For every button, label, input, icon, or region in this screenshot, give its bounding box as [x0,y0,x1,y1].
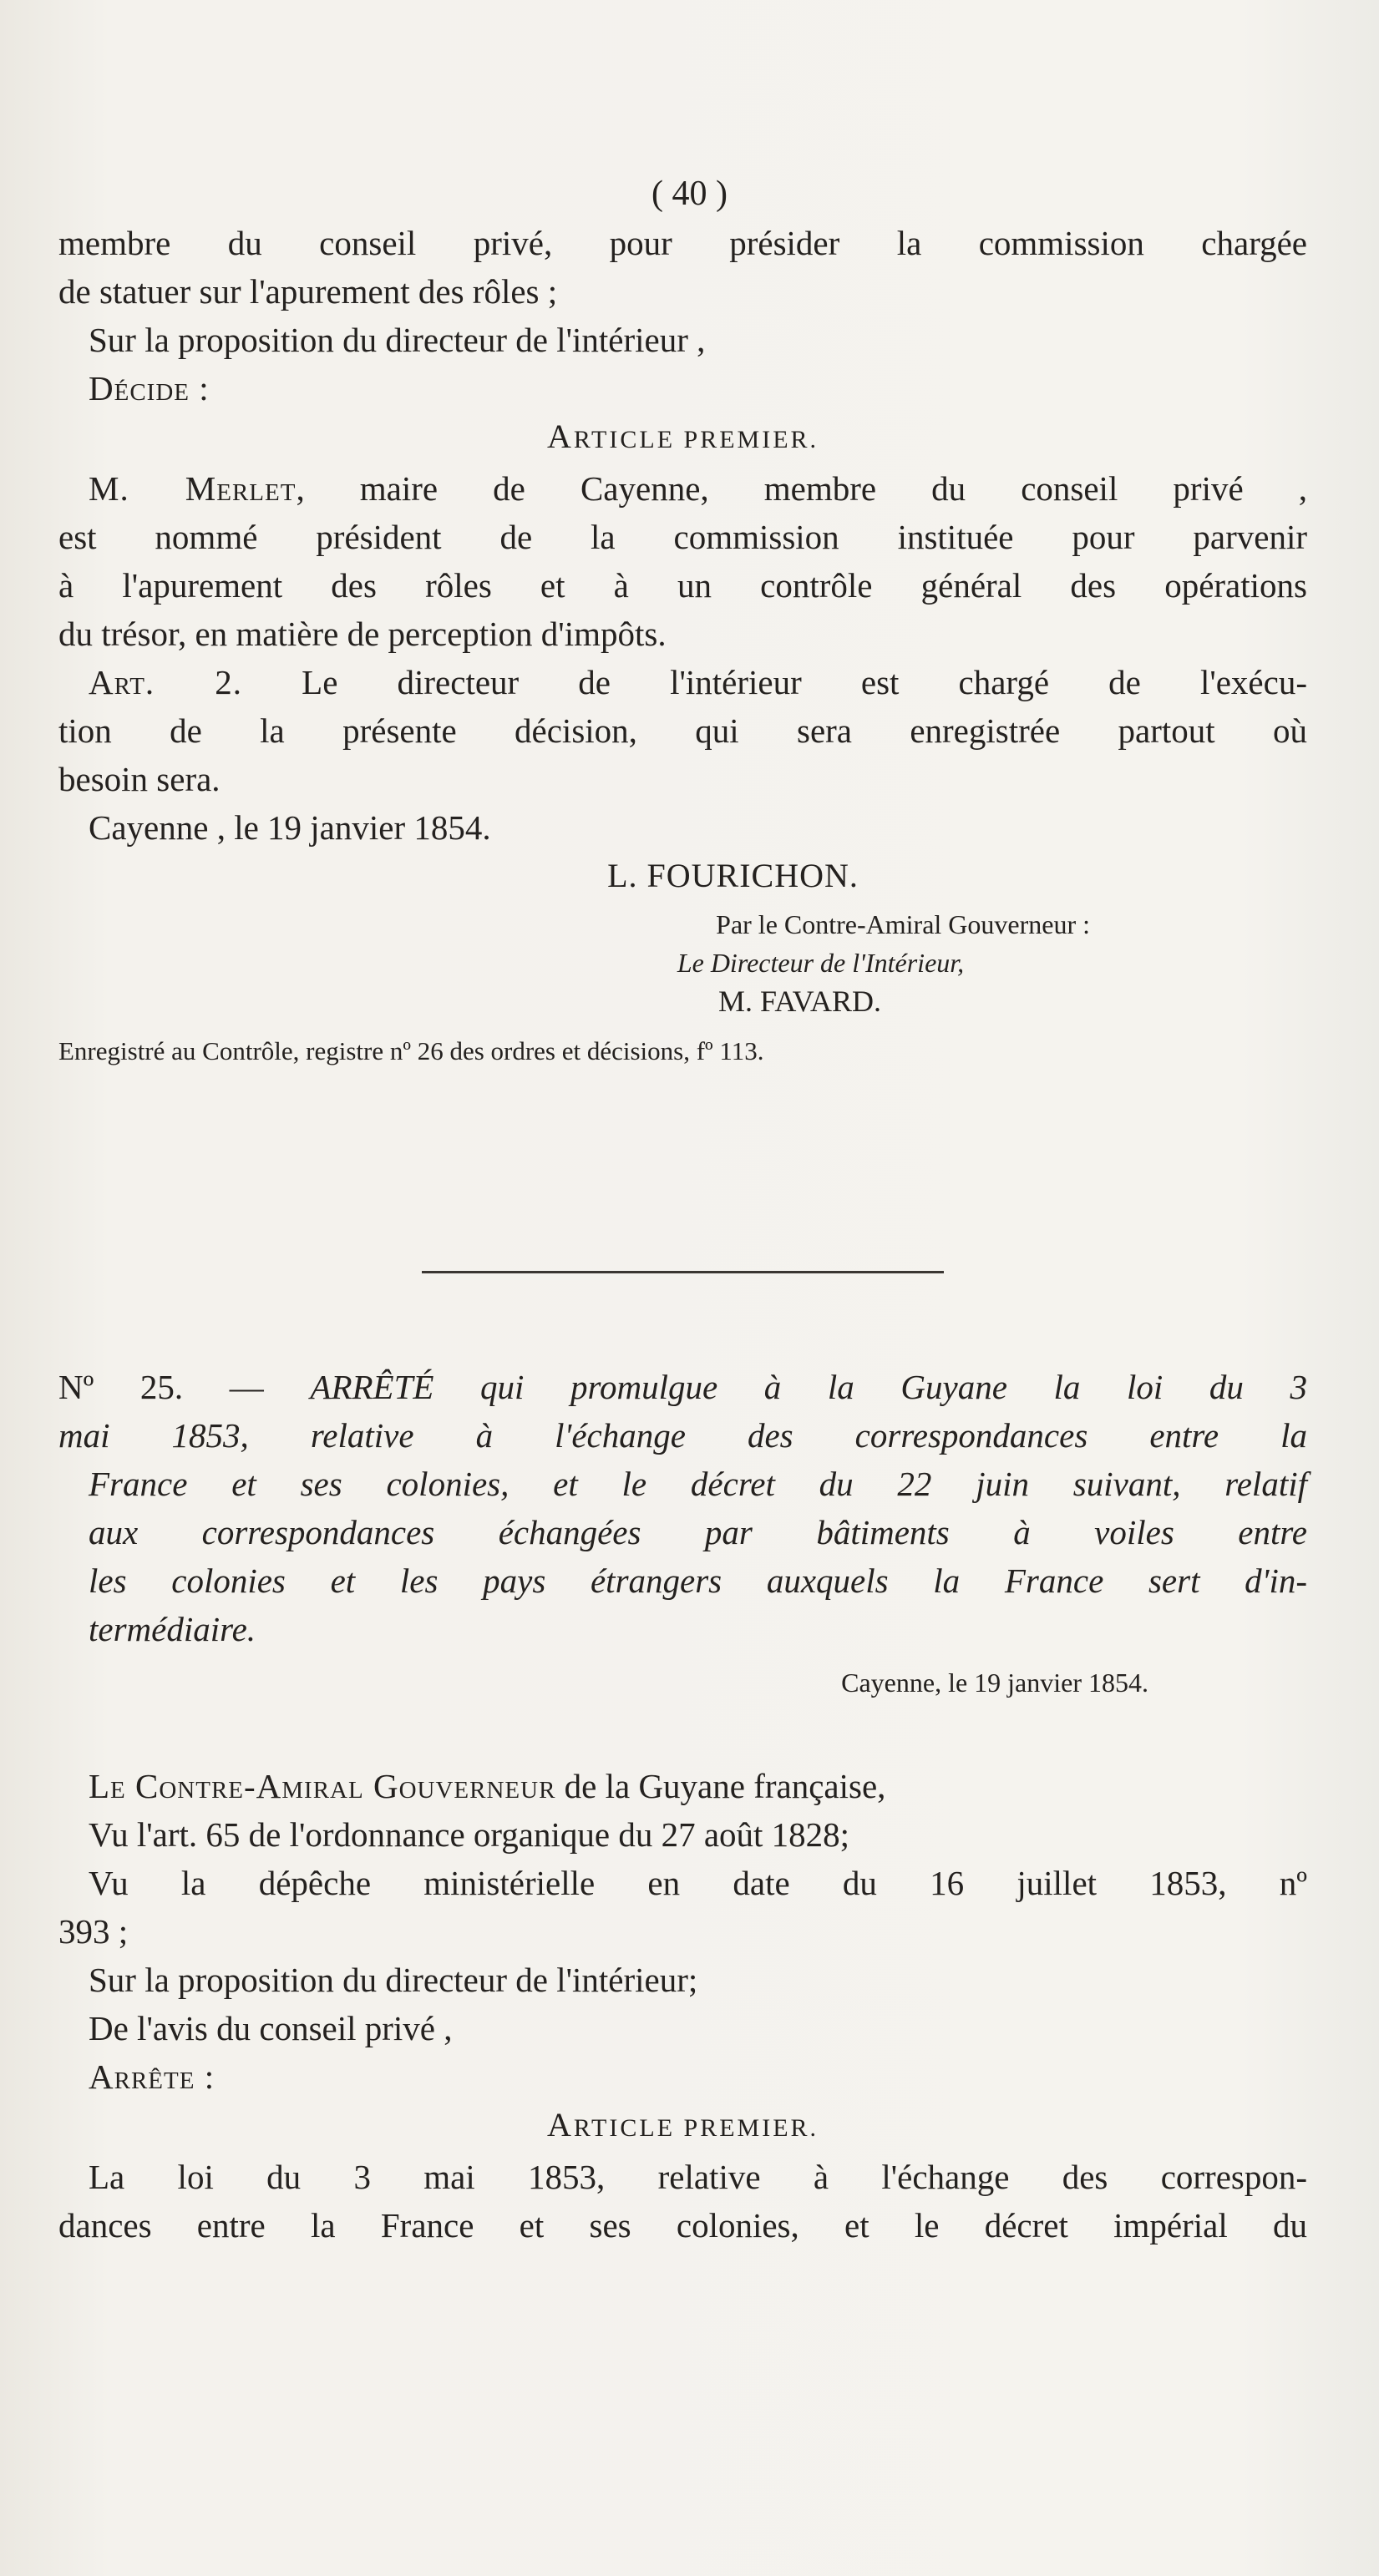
arrete-title-text: ARRÊTÉ qui promulgue à la Guyane la loi du 3 [310,1368,1307,1406]
article-text: Le directeur de l'intérieur est chargé de l'exécu- [242,663,1307,701]
article-line: tion de la présente décision, qui sera enregistrée partout où [58,711,1307,750]
paragraph-line: de statuer sur l'apurement des rôles ; [58,272,558,311]
arrete-title-line: les colonies et les pays étrangers auxquels la France sert d'in- [89,1561,1307,1600]
arrete-title-line: France et ses colonies, et le décret du 22 juin suivant, relatif [89,1465,1307,1503]
article-text: , maire de Cayenne, membre du conseil privé , [296,469,1307,508]
signature-name: L. FOURICHON. [607,857,859,894]
paragraph-line: membre du conseil privé, pour présider la commission chargée [58,224,1307,262]
sur-line: Sur la proposition du directeur de l'intérieur; [89,1961,698,1999]
article-line: La loi du 3 mai 1853, relative à l'échange des correspon- [89,2158,1307,2196]
article-heading [58,412,1307,464]
registration-note: Enregistré au Contrôle, registre nº 26 des ordres et décisions, fº 113. [58,1036,764,1065]
article-heading-initial: A [546,2106,574,2143]
arrete-number: Nº 25. [58,1368,184,1406]
section-divider [422,1271,944,1273]
article-line: à l'apurement des rôles et à un contrôle général des opérations [58,566,1307,605]
arrete-title-line: termédiaire. [89,1610,256,1648]
page-number: ( 40 ) [651,175,728,213]
article-line: est nommé président de la commission instituée pour parvenir [58,518,1307,556]
decide-label: Décide : [89,369,210,407]
vu-line: 393 ; [58,1912,129,1951]
article-label: Art. 2. [89,663,243,701]
arrete-title-line: aux correspondances échangées par bâtiments à voiles entre [89,1513,1307,1551]
article-line [58,658,1307,706]
article-line: dances entre la France et ses colonies, et le décret impérial du [58,2206,1307,2245]
article-line: du trésor, en matière de perception d'impôts. [58,615,667,653]
article-heading [58,2101,1307,2153]
vu-line: Vu la dépêche ministérielle en date du 16 juillet 1853, nº [89,1864,1307,1902]
arrete-body [58,1762,1307,2250]
arrete-date: Cayenne, le 19 janvier 1854. [841,1668,1148,1698]
de-line: De l'avis du conseil privé , [89,2009,453,2047]
person-name: M. Merlet [89,469,297,508]
directeur-line: Le Directeur de l'Intérieur, [677,948,965,978]
paragraph: Sur la proposition du directeur de l'intérieur , [89,321,706,359]
top-section [58,219,1307,1070]
intro-text: de la Guyane française, [555,1767,886,1805]
article-heading-rest: RTICLE PREMIER. [573,426,819,453]
par-le-line: Par le Contre-Amiral Gouverneur : [716,909,1090,939]
vu-line: Vu l'art. 65 de l'ordonnance organique du 27 août 1828; [89,1815,850,1854]
intro-line [58,1762,1307,1810]
arrete-title [58,1363,1307,1702]
arrete-title-line [58,1363,1307,1411]
article-line [58,464,1307,513]
arrete-label: Arrête : [89,2057,215,2096]
arrete-title-line: mai 1853, relative à l'échange des correspondances entre la [58,1416,1307,1455]
dash: — [183,1368,311,1406]
article-line: besoin sera. [58,760,221,798]
governor-title: Le Contre-Amiral Gouverneur [89,1767,556,1805]
article-heading-initial: A [546,418,574,455]
favard-line: M. FAVARD. [717,984,882,1018]
date-line: Cayenne , le 19 janvier 1854. [89,808,491,847]
article-heading-rest: RTICLE PREMIER. [573,2114,819,2142]
